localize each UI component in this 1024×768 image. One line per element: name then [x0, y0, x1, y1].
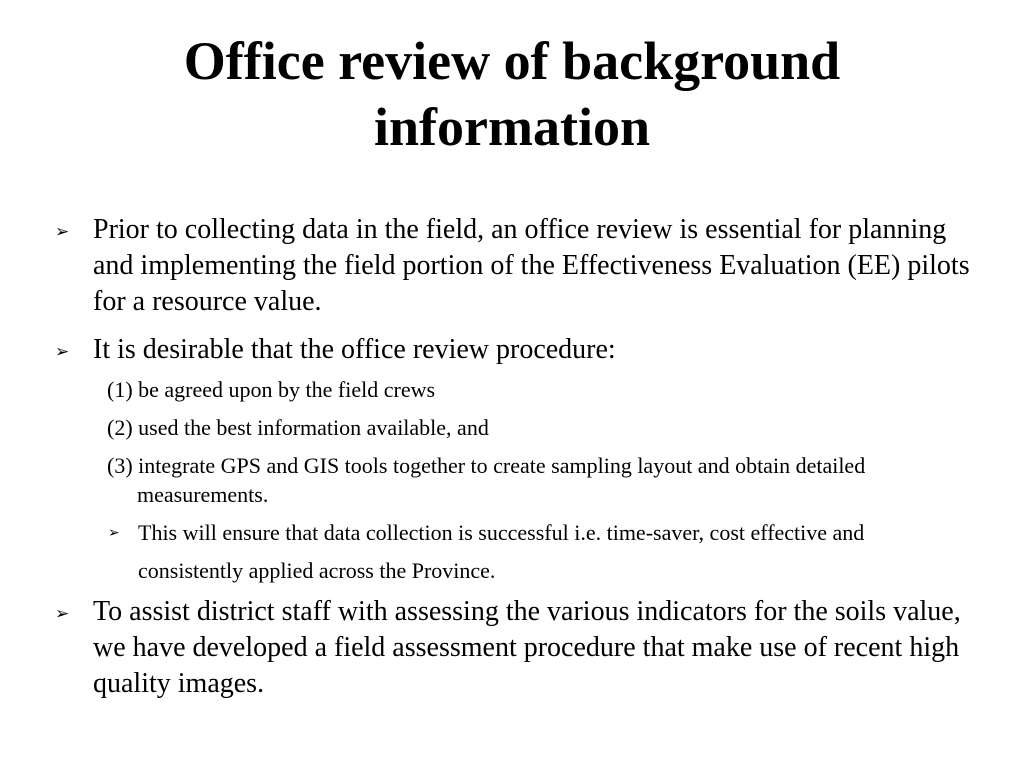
sub-item-1: (1) be agreed upon by the field crews — [107, 377, 436, 402]
bullet-item-2 — [55, 332, 973, 368]
sub-bullet-item — [108, 514, 958, 590]
arrow-bullet-icon: ➢ — [108, 525, 120, 541]
sub-item-3: (3) integrate GPS and GIS tools together to create sampling layout and obtain detailed measurements. — [107, 453, 866, 507]
arrow-bullet-icon: ➢ — [55, 222, 70, 242]
arrow-bullet-icon: ➢ — [55, 604, 70, 624]
sub-bullet-text: This will ensure that data collection is successful i.e. time-saver, cost effective and consistently applied across the Province. — [138, 520, 865, 583]
bullet-text: To assist district staff with assessing the various indicators for the soils value, we have developed a field assessment procedure that make use of recent high quality images. — [93, 596, 961, 699]
sub-item-2: (2) used the best information available, and — [107, 415, 489, 440]
bullet-item-3 — [55, 594, 973, 702]
bullet-item-1 — [55, 212, 973, 320]
bullet-text: It is desirable that the office review procedure: — [93, 334, 616, 365]
bullet-text: Prior to collecting data in the field, an office review is essential for planning and implementing the field portion of the Effectiveness Evaluation (EE) pilots for a resource value. — [93, 214, 970, 317]
slide-title: Office review of background information — [183, 31, 841, 157]
arrow-bullet-icon: ➢ — [55, 342, 70, 362]
